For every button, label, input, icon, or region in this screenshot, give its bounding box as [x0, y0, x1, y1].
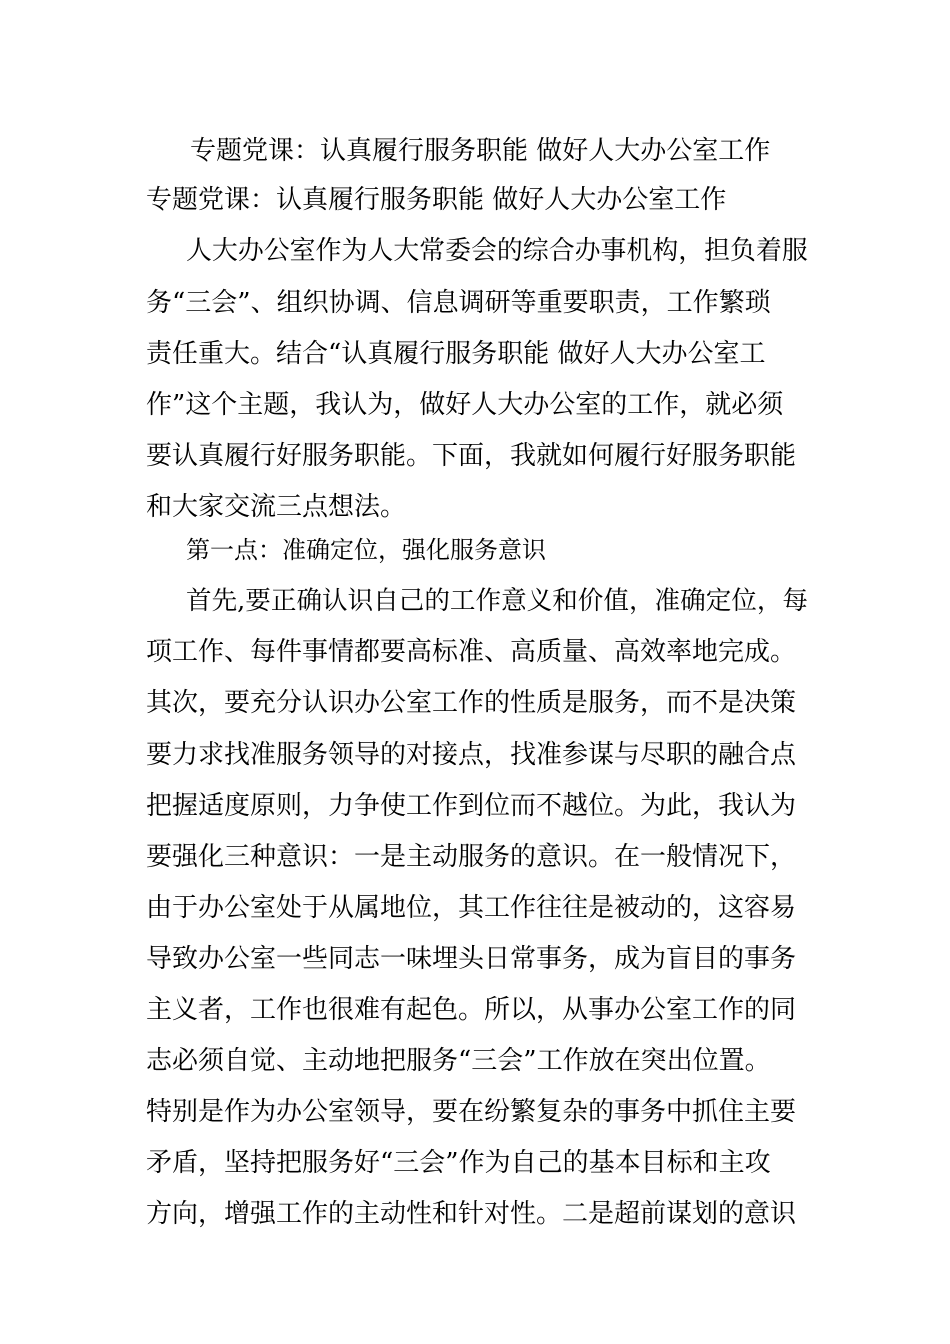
section-line: 特别是作为办公室领导，要在纷繁复杂的事务中抓住主要 [146, 1097, 797, 1127]
body-line: 和大家交流三点想法。 [146, 492, 407, 522]
section-line: 方向，增强工作的主动性和针对性。二是超前谋划的意识 [146, 1199, 797, 1229]
section-line: 导致办公室一些同志一味埋头日常事务，成为盲目的事务 [146, 944, 797, 974]
section-line: 项工作、每件事情都要高标准、高质量、高效率地完成。 [146, 637, 797, 667]
section-line: 其次，要充分认识办公室工作的性质是服务，而不是决策 [146, 688, 797, 718]
section-line: 由于办公室处于从属地位，其工作往往是被动的，这容易 [146, 893, 797, 923]
section-heading: 第一点：准确定位，强化服务意识 [186, 536, 546, 564]
body-line: 作”这个主题，我认为，做好人大办公室的工作，就必须 [146, 390, 784, 420]
document-subtitle: 专题党课：认真履行服务职能 做好人大办公室工作 [146, 185, 727, 215]
section-line: 首先,要正确认识自己的工作意义和价值，准确定位，每 [186, 586, 809, 616]
body-line: 人大办公室作为人大常委会的综合办事机构，担负着服 [186, 236, 808, 266]
body-line: 要认真履行好服务职能。下面，我就如何履行好服务职能 [146, 441, 797, 471]
section-line: 矛盾，坚持把服务好“三会”作为自己的基本目标和主攻 [146, 1148, 771, 1178]
section-line: 主义者，工作也很难有起色。所以，从事办公室工作的同 [146, 995, 797, 1025]
section-line: 把握适度原则，力争使工作到位而不越位。为此，我认为 [146, 791, 797, 821]
section-line: 要力求找准服务领导的对接点，找准参谋与尽职的融合点 [146, 740, 797, 770]
document-title: 专题党课：认真履行服务职能 做好人大办公室工作 [190, 136, 771, 166]
body-line: 务“三会”、组织协调、信息调研等重要职责，工作繁琐 [146, 288, 771, 318]
section-line: 志必须自觉、主动地把服务“三会”工作放在突出位置。 [146, 1046, 771, 1076]
body-line: 责任重大。结合“认真履行服务职能 做好人大办公室工 [146, 339, 766, 369]
section-line: 要强化三种意识：一是主动服务的意识。在一般情况下， [146, 842, 797, 872]
